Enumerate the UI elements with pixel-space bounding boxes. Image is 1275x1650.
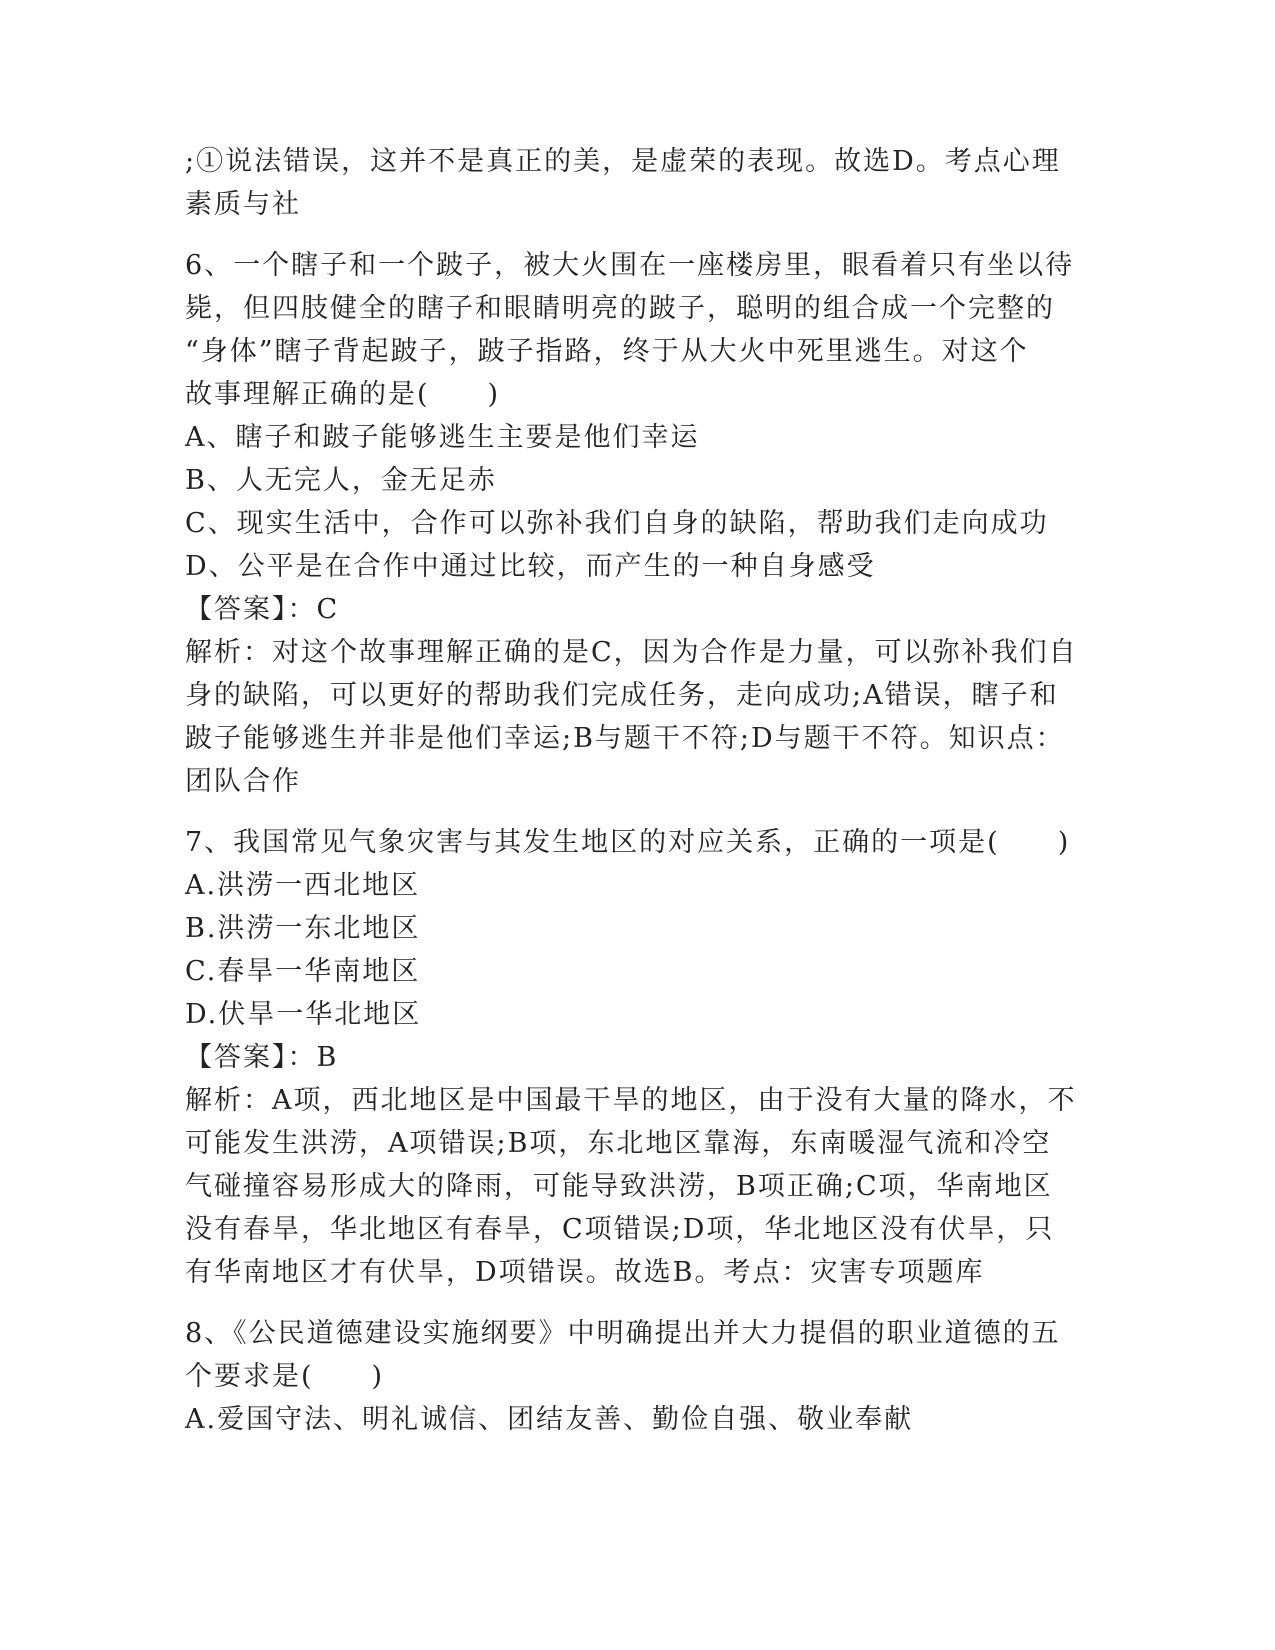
document-page [185, 140, 1085, 1459]
question-stem-line: 6、一个瞎子和一个跛子，被大火围在一座楼房里，眼看着只有坐以待 [185, 250, 1075, 281]
option-a: A.爱国守法、明礼诚信、团结友善、勤俭自强、敬业奉献 [185, 1404, 914, 1435]
explanation-line: 团队合作 [185, 766, 301, 797]
question-8 [185, 1312, 1085, 1441]
question-stem-line: 毙，但四肢健全的瞎子和眼睛明亮的跛子，聪明的组合成一个完整的 [185, 293, 1055, 324]
question-stem-line: “身体”瞎子背起跛子，跛子指路，终于从大火中死里逃生。对这个 [185, 336, 1029, 367]
text-line: ;①说法错误，这并不是真正的美，是虚荣的表现。故选D。考点心理 [185, 146, 1061, 177]
explanation-line: 解析：对这个故事理解正确的是C，因为合作是力量，可以弥补我们自 [185, 637, 1078, 668]
option-b: B.洪涝一东北地区 [185, 913, 421, 944]
answer-label: 【答案】：B [185, 1042, 339, 1073]
explanation-line: 跛子能够逃生并非是他们幸运;B与题干不符;D与题干不符。知识点： [185, 723, 1065, 754]
option-d: D、公平是在合作中通过比较，而产生的一种自身感受 [185, 551, 876, 582]
question-stem-line: 7、我国常见气象灾害与其发生地区的对应关系，正确的一项是( ) [185, 827, 1071, 858]
option-c: C.春旱一华南地区 [185, 956, 421, 987]
answer-label: 【答案】：C [185, 594, 340, 625]
option-b: B、人无完人，金无足赤 [185, 465, 497, 496]
question-stem-line: 个要求是( ) [185, 1361, 385, 1392]
question-7 [185, 821, 1085, 1294]
explanation-line: 解析：A项，西北地区是中国最干旱的地区，由于没有大量的降水，不 [185, 1085, 1077, 1116]
text-line: 素质与社 [185, 189, 301, 220]
option-d: D.伏旱一华北地区 [185, 999, 422, 1030]
question-6 [185, 244, 1085, 803]
option-a: A、瞎子和跛子能够逃生主要是他们幸运 [185, 422, 700, 453]
question-5-explanation-tail [185, 140, 1085, 226]
explanation-line: 有华南地区才有伏旱，D项错误。故选B。考点：灾害专项题库 [185, 1257, 985, 1288]
question-stem-line: 8、《公民道德建设实施纲要》中明确提出并大力提倡的职业道德的五 [185, 1318, 1061, 1349]
option-c: C、现实生活中，合作可以弥补我们自身的缺陷，帮助我们走向成功 [185, 508, 1049, 539]
explanation-line: 身的缺陷，可以更好的帮助我们完成任务，走向成功;A错误，瞎子和 [185, 680, 1059, 711]
question-stem-line: 故事理解正确的是( ) [185, 379, 501, 410]
explanation-line: 没有春旱，华北地区有春旱，C项错误;D项，华北地区没有伏旱，只 [185, 1214, 1055, 1245]
explanation-line: 可能发生洪涝，A项错误;B项，东北地区靠海，东南暖湿气流和冷空 [185, 1128, 1052, 1159]
option-a: A.洪涝一西北地区 [185, 870, 421, 901]
explanation-line: 气碰撞容易形成大的降雨，可能导致洪涝，B项正确;C项，华南地区 [185, 1171, 1053, 1202]
